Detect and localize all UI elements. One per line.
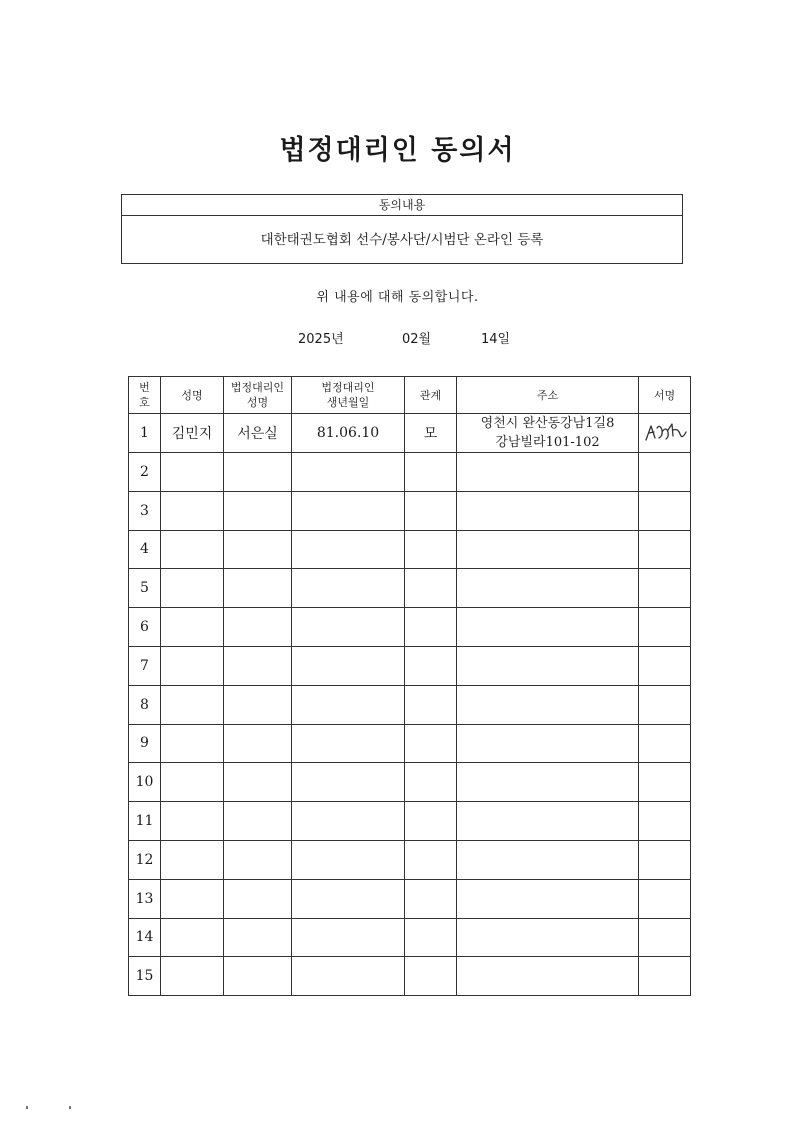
row-relation bbox=[405, 453, 457, 492]
row-guardian-name bbox=[224, 453, 292, 492]
consent-content-box bbox=[121, 194, 683, 264]
row-guardian-name bbox=[224, 802, 292, 841]
table-row bbox=[129, 569, 691, 608]
row-number: 6 bbox=[129, 608, 161, 647]
row-name: 김민지 bbox=[161, 414, 224, 453]
row-address bbox=[457, 957, 639, 996]
row-relation bbox=[405, 724, 457, 763]
row-relation bbox=[405, 530, 457, 569]
row-number: 13 bbox=[129, 879, 161, 918]
row-name bbox=[161, 918, 224, 957]
row-name bbox=[161, 685, 224, 724]
row-guardian-name bbox=[224, 724, 292, 763]
row-guardian-name bbox=[224, 918, 292, 957]
row-address bbox=[457, 453, 639, 492]
row-signature bbox=[639, 918, 691, 957]
header-guardian-name: 법정대리인 성명 bbox=[224, 377, 292, 414]
row-signature bbox=[639, 802, 691, 841]
consent-content-header: 동의내용 bbox=[122, 195, 682, 216]
row-number: 10 bbox=[129, 763, 161, 802]
scan-mark bbox=[26, 1106, 28, 1109]
row-signature bbox=[639, 414, 691, 453]
guardian-roster-table bbox=[128, 376, 691, 996]
table-row bbox=[129, 646, 691, 685]
consent-content-text: 대한태권도협회 선수/봉사단/시범단 온라인 등록 bbox=[260, 232, 544, 248]
row-signature bbox=[639, 957, 691, 996]
agreement-statement: 위 내용에 대해 동의합니다. bbox=[316, 290, 479, 305]
row-relation bbox=[405, 491, 457, 530]
table-row bbox=[129, 918, 691, 957]
row-name bbox=[161, 569, 224, 608]
row-address bbox=[457, 530, 639, 569]
row-number: 15 bbox=[129, 957, 161, 996]
row-relation bbox=[405, 569, 457, 608]
row-name bbox=[161, 879, 224, 918]
row-number: 4 bbox=[129, 530, 161, 569]
table-row bbox=[129, 685, 691, 724]
scan-mark bbox=[69, 1106, 71, 1109]
row-guardian-name bbox=[224, 840, 292, 879]
row-number: 5 bbox=[129, 569, 161, 608]
header-name: 성명 bbox=[161, 377, 224, 414]
row-guardian-name bbox=[224, 879, 292, 918]
row-address bbox=[457, 685, 639, 724]
row-relation bbox=[405, 918, 457, 957]
row-address bbox=[457, 840, 639, 879]
row-name bbox=[161, 724, 224, 763]
row-name bbox=[161, 763, 224, 802]
row-signature bbox=[639, 685, 691, 724]
row-guardian-birth bbox=[292, 569, 405, 608]
row-address bbox=[457, 879, 639, 918]
row-signature bbox=[639, 763, 691, 802]
row-guardian-name bbox=[224, 957, 292, 996]
table-row bbox=[129, 763, 691, 802]
row-signature bbox=[639, 840, 691, 879]
row-number: 12 bbox=[129, 840, 161, 879]
table-row bbox=[129, 840, 691, 879]
row-address bbox=[457, 491, 639, 530]
document-title: 법정대리인 동의서 bbox=[279, 135, 516, 166]
row-guardian-name bbox=[224, 763, 292, 802]
header-number: 번 호 bbox=[129, 377, 161, 414]
row-relation: 모 bbox=[405, 414, 457, 453]
row-signature bbox=[639, 491, 691, 530]
row-guardian-name bbox=[224, 646, 292, 685]
header-signature: 서명 bbox=[639, 377, 691, 414]
table-row bbox=[129, 453, 691, 492]
row-guardian-birth bbox=[292, 879, 405, 918]
row-signature bbox=[639, 453, 691, 492]
row-relation bbox=[405, 608, 457, 647]
row-guardian-birth bbox=[292, 918, 405, 957]
row-relation bbox=[405, 802, 457, 841]
row-address bbox=[457, 569, 639, 608]
table-row bbox=[129, 802, 691, 841]
row-number: 1 bbox=[129, 414, 161, 453]
table-row bbox=[129, 957, 691, 996]
header-address: 주소 bbox=[457, 377, 639, 414]
row-name bbox=[161, 453, 224, 492]
row-number: 14 bbox=[129, 918, 161, 957]
row-guardian-birth bbox=[292, 724, 405, 763]
row-address bbox=[457, 918, 639, 957]
row-address bbox=[457, 646, 639, 685]
header-guardian-birth: 법정대리인 생년월일 bbox=[292, 377, 405, 414]
row-guardian-birth bbox=[292, 608, 405, 647]
row-signature bbox=[639, 569, 691, 608]
row-relation bbox=[405, 957, 457, 996]
row-relation bbox=[405, 840, 457, 879]
row-signature bbox=[639, 608, 691, 647]
row-name bbox=[161, 802, 224, 841]
table-row bbox=[129, 530, 691, 569]
table-row bbox=[129, 491, 691, 530]
row-number: 8 bbox=[129, 685, 161, 724]
row-guardian-birth bbox=[292, 802, 405, 841]
date-year: 2025년 bbox=[298, 332, 344, 347]
row-relation bbox=[405, 685, 457, 724]
row-guardian-birth: 81.06.10 bbox=[292, 414, 405, 453]
row-guardian-name bbox=[224, 569, 292, 608]
row-number: 2 bbox=[129, 453, 161, 492]
row-address bbox=[457, 608, 639, 647]
row-signature bbox=[639, 879, 691, 918]
row-guardian-birth bbox=[292, 491, 405, 530]
row-relation bbox=[405, 763, 457, 802]
row-guardian-name bbox=[224, 608, 292, 647]
row-signature bbox=[639, 724, 691, 763]
row-number: 7 bbox=[129, 646, 161, 685]
date-month: 02월 bbox=[402, 332, 432, 347]
row-guardian-birth bbox=[292, 530, 405, 569]
row-name bbox=[161, 608, 224, 647]
row-guardian-name bbox=[224, 530, 292, 569]
row-number: 9 bbox=[129, 724, 161, 763]
row-guardian-name bbox=[224, 685, 292, 724]
table-row bbox=[129, 879, 691, 918]
row-name bbox=[161, 530, 224, 569]
handwritten-signature bbox=[642, 418, 688, 448]
row-guardian-name: 서은실 bbox=[224, 414, 292, 453]
row-relation bbox=[405, 879, 457, 918]
table-header-row bbox=[129, 377, 691, 414]
row-guardian-birth bbox=[292, 453, 405, 492]
table-row bbox=[129, 414, 691, 453]
row-address bbox=[457, 724, 639, 763]
table-row bbox=[129, 608, 691, 647]
row-guardian-birth bbox=[292, 646, 405, 685]
row-number: 11 bbox=[129, 802, 161, 841]
row-address bbox=[457, 763, 639, 802]
row-name bbox=[161, 491, 224, 530]
row-relation bbox=[405, 646, 457, 685]
row-guardian-birth bbox=[292, 840, 405, 879]
row-number: 3 bbox=[129, 491, 161, 530]
row-guardian-birth bbox=[292, 685, 405, 724]
header-relation: 관계 bbox=[405, 377, 457, 414]
row-address: 영천시 완산동강남1길8 강남빌라101-102 bbox=[457, 414, 639, 453]
row-name bbox=[161, 646, 224, 685]
row-guardian-name bbox=[224, 491, 292, 530]
row-signature bbox=[639, 530, 691, 569]
row-signature bbox=[639, 646, 691, 685]
row-address bbox=[457, 802, 639, 841]
row-name bbox=[161, 957, 224, 996]
row-name bbox=[161, 840, 224, 879]
row-guardian-birth bbox=[292, 957, 405, 996]
date-day: 14일 bbox=[481, 332, 511, 347]
row-guardian-birth bbox=[292, 763, 405, 802]
table-row bbox=[129, 724, 691, 763]
